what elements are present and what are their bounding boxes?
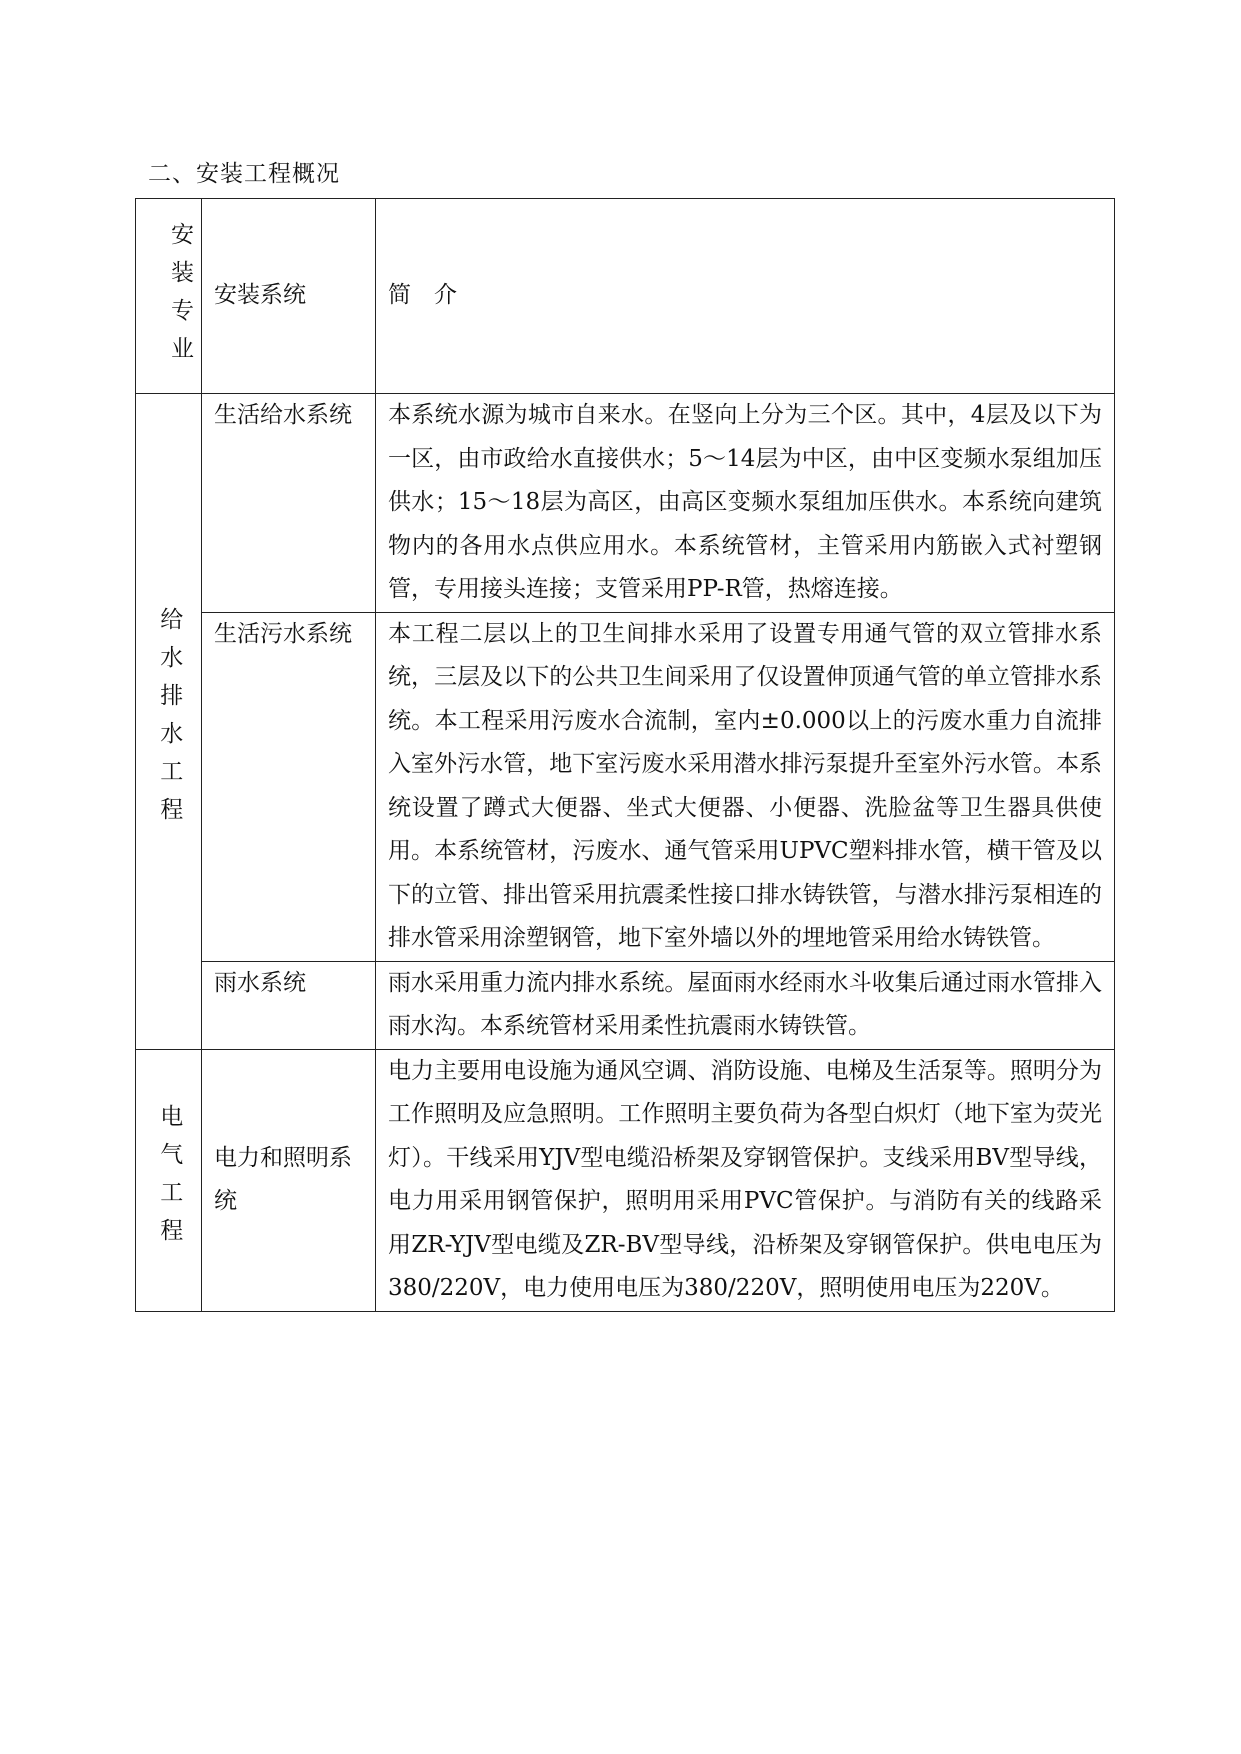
system-cell: 生活给水系统 [202,394,376,613]
section-heading: 二、安装工程概况 [148,161,340,187]
installation-overview-table [135,198,1115,1312]
description-cell: 本工程二层以上的卫生间排水采用了设置专用通气管的双立管排水系统，三层及以下的公共卫生间采用了仅设置伸顶通气管的单立管排水系统。本工程采用污废水合流制，室内±0.000以上的污废水重力自流排入室外污水管，地下室污废水采用潜水排污泵提升至室外污水管。本系统设置了蹲式大便器、坐式大便器、小便器、洗脸盆等卫生器具供使用。本系统管材，污废水、通气管采用UPVC塑料排水管，横干管及以下的立管、排出管采用抗震柔性接口排水铸铁管，与潜水排污泵相连的排水管采用涂塑钢管，地下室外墙以外的埋地管采用给水铸铁管。 [376,612,1115,961]
header-system-cell: 安装系统 [202,199,376,394]
table-row [136,1049,1115,1311]
system-cell: 电力和照明系统 [202,1049,376,1311]
category-cell-water: 给水排水工程 [136,394,202,1050]
table-row [136,394,1115,613]
description-cell: 电力主要用电设施为通风空调、消防设施、电梯及生活泵等。照明分为工作照明及应急照明。工作照明主要负荷为各型白炽灯（地下室为荧光灯）。干线采用YJV型电缆沿桥架及穿钢管保护。支线采用BV型导线，电力用采用钢管保护，照明用采用PVC管保护。与消防有关的线路采用ZR-YJV型电缆及ZR-BV型导线，沿桥架及穿钢管保护。供电电压为380/220V，电力使用电压为380/220V，照明使用电压为220V。 [376,1049,1115,1311]
table-header-row [136,199,1115,394]
description-cell: 雨水采用重力流内排水系统。屋面雨水经雨水斗收集后通过雨水管排入雨水沟。本系统管材采用柔性抗震雨水铸铁管。 [376,961,1115,1049]
system-cell: 生活污水系统 [202,612,376,961]
table-row [136,612,1115,961]
description-cell: 本系统水源为城市自来水。在竖向上分为三个区。其中，4层及以下为一区，由市政给水直接供水；5～14层为中区，由中区变频水泵组加压供水；15～18层为高区，由高区变频水泵组加压供水。本系统向建筑物内的各用水点供应用水。本系统管材，主管采用内筋嵌入式衬塑钢管，专用接头连接；支管采用PP-R管，热熔连接。 [376,394,1115,613]
category-cell-electrical: 电气工程 [136,1049,202,1311]
system-cell: 雨水系统 [202,961,376,1049]
header-description-cell: 简 介 [376,199,1115,394]
table-row [136,961,1115,1049]
header-category-cell: 安装专业 [136,199,202,394]
